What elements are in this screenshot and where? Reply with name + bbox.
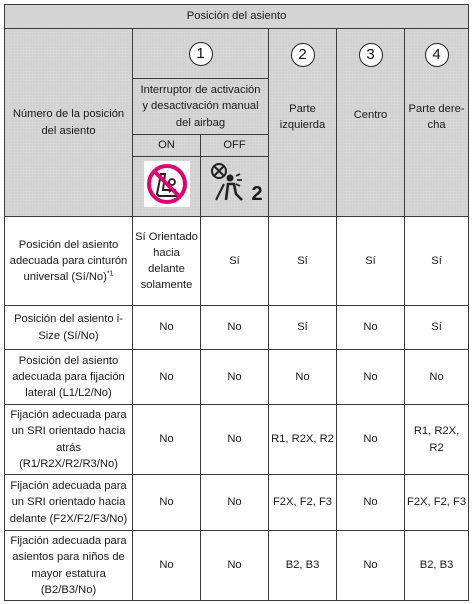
cell-pos2: No (269, 350, 337, 405)
table-title: Posición del asiento (5, 5, 469, 29)
airbag-switch-cell (133, 79, 269, 135)
airbag-switch-label: Interruptor de activación y desactivación manual del airbag (140, 84, 261, 129)
position-4-number: 4 (425, 43, 449, 67)
seat-position-table (4, 4, 469, 601)
cell-off: No (201, 475, 269, 531)
airbag-off-icon-digit: 2 (251, 183, 263, 205)
cell-pos2: Sí (269, 306, 337, 350)
cell-off: No (201, 306, 269, 350)
position-2-label: Parte izquierda (279, 103, 326, 132)
cell-pos3: Sí (337, 217, 405, 306)
row-label-header (5, 29, 133, 217)
position-number-row (5, 29, 469, 79)
cell-on: No (133, 475, 201, 531)
table-row (5, 350, 469, 405)
table-title-row (5, 5, 469, 29)
table-row (5, 531, 469, 601)
cell-pos4: R1, R2X, R2 (405, 405, 469, 475)
cell-pos3: No (337, 405, 405, 475)
row-label: Fijación adecuada para un SRI orientado hacia delante (F2X/F2/F3/No) (5, 475, 133, 531)
cell-pos2: R1, R2X, R2 (269, 405, 337, 475)
position-1-number-cell (133, 29, 269, 79)
cell-on: No (133, 531, 201, 601)
cell-on: Sí Orientado hacia delante solamente (133, 217, 201, 306)
row-label: Fijación adecuada para un SRI orientado hacia atrás (R1/R2X/R2/R3/No) (5, 405, 133, 475)
cell-pos4: B2, B3 (405, 531, 469, 601)
table-row (5, 306, 469, 350)
off-icon-cell (201, 157, 269, 217)
position-1-number: 1 (189, 42, 213, 66)
position-3-header (337, 29, 405, 217)
cell-pos2: F2X, F2, F3 (269, 475, 337, 531)
cell-off: No (201, 531, 269, 601)
on-label: ON (133, 135, 201, 157)
position-4-label: Parte dere- cha (408, 103, 465, 132)
cell-off: Sí (201, 217, 269, 306)
cell-pos2: B2, B3 (269, 531, 337, 601)
cell-on: No (133, 405, 201, 475)
off-label: OFF (201, 135, 269, 157)
cell-pos4: F2X, F2, F3 (405, 475, 469, 531)
footnote-marker: *1 (106, 270, 114, 278)
row-label: Posición del asiento adecuada para fijación lateral (L1/L2/No) (5, 350, 133, 405)
position-3-label: Centro (353, 109, 388, 121)
table-row (5, 405, 469, 475)
cell-pos3: No (337, 306, 405, 350)
table-row (5, 475, 469, 531)
cell-off: No (201, 405, 269, 475)
cell-pos3: No (337, 350, 405, 405)
cell-on: No (133, 350, 201, 405)
cell-pos3: No (337, 475, 405, 531)
row-label: Posición del asiento i-Size (Sí/No) (5, 306, 133, 350)
on-icon-cell (133, 157, 201, 217)
cell-off: No (201, 350, 269, 405)
cell-pos4: Sí (405, 217, 469, 306)
cell-on: No (133, 306, 201, 350)
position-2-number: 2 (291, 43, 315, 67)
row-label-header-text: Número de la posición del asiento (12, 108, 125, 137)
position-4-header (405, 29, 469, 217)
cell-pos2: Sí (269, 217, 337, 306)
row-label: Fijación adecuada para asientos para niños de mayor estatura (B2/B3/No) (5, 531, 133, 601)
position-3-number: 3 (359, 43, 383, 67)
child-seat-prohibited-icon (143, 199, 191, 211)
cell-pos4: Sí (405, 306, 469, 350)
row-label: Posición del asiento adecuada para cinturón universal (Sí/No)$^{*1}$ (5, 217, 133, 306)
table-row (5, 217, 469, 306)
cell-pos3: No (337, 531, 405, 601)
cell-pos4: No (405, 350, 469, 405)
position-2-header (269, 29, 337, 217)
